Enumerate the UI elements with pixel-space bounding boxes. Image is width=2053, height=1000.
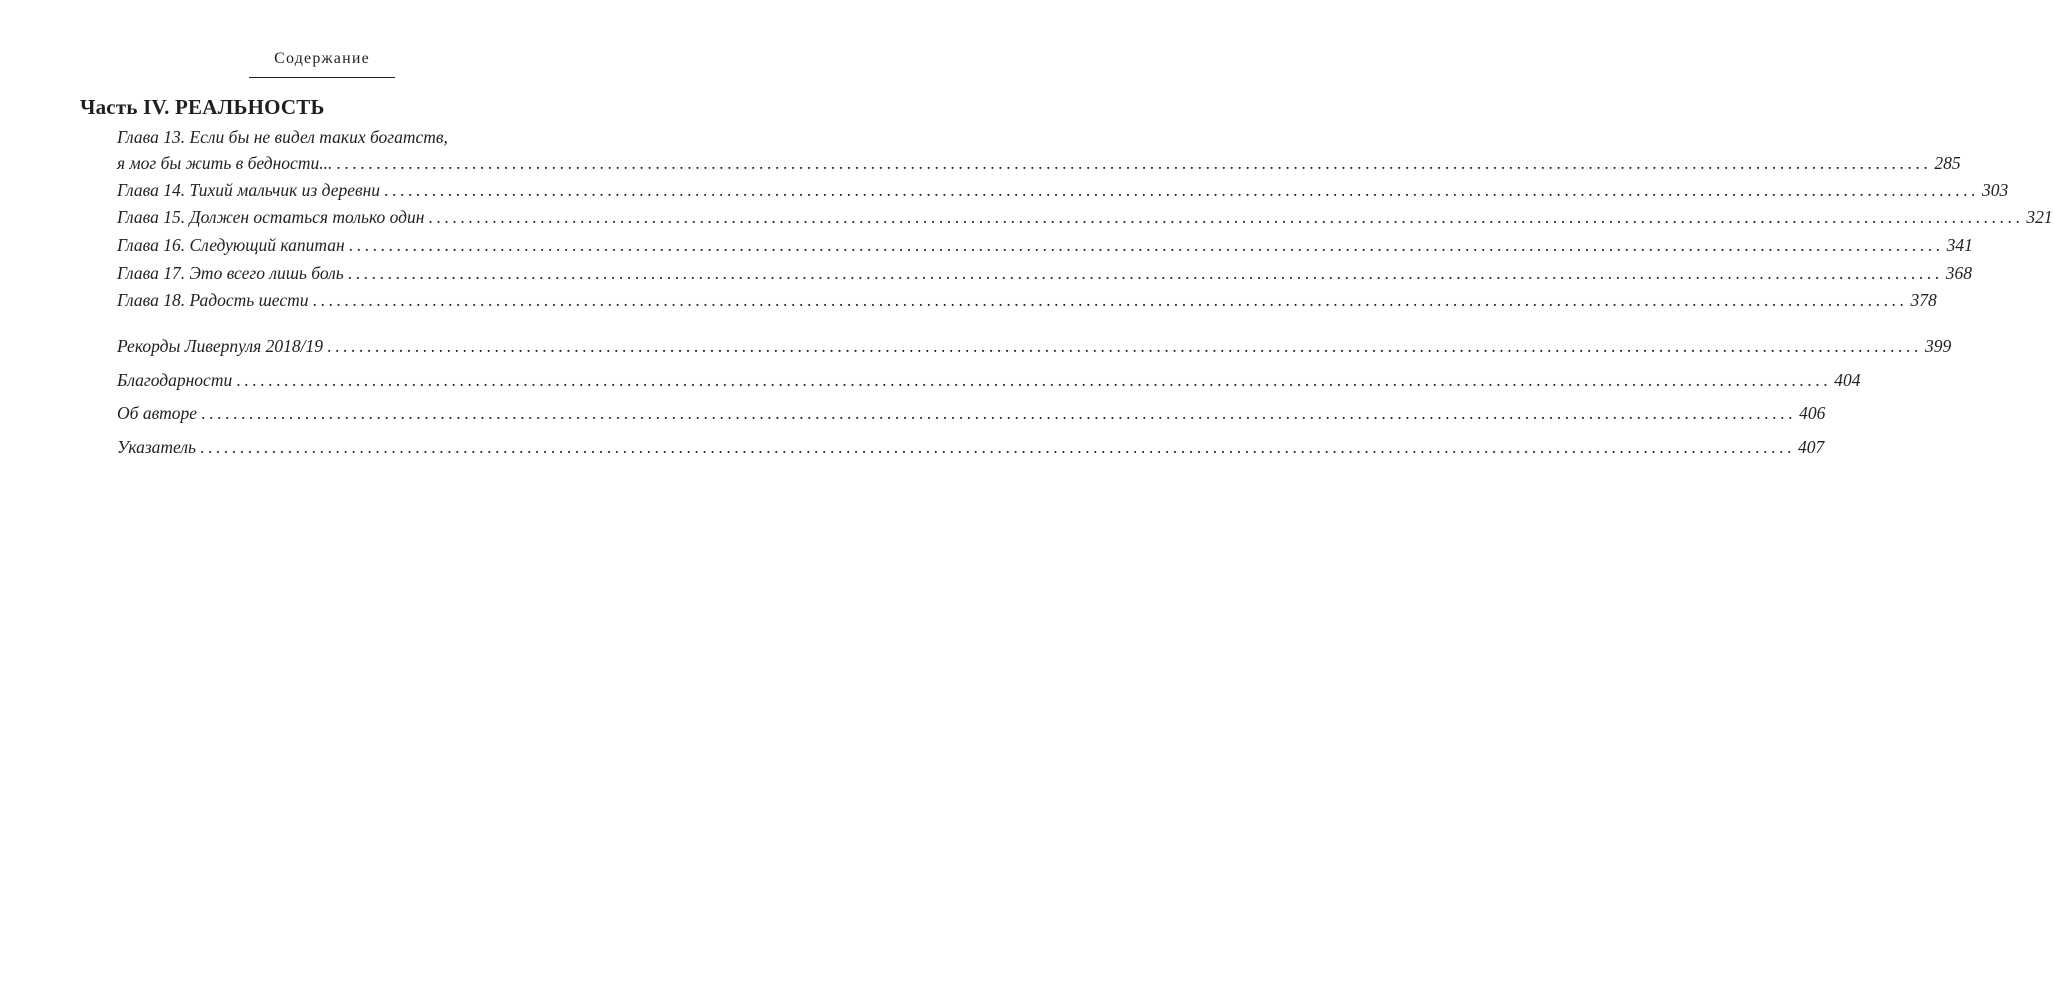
toc-entry-acknowledgements[interactable] xyxy=(117,370,1861,391)
toc-entry-title: Благодарности xyxy=(117,370,233,390)
toc-entry-title: Глава 14. Тихий мальчик из деревни xyxy=(117,180,381,200)
toc-entry-title-line1: Глава 13. Если бы не видел таких богатств, xyxy=(117,127,448,147)
toc-entry-chapter-14[interactable] xyxy=(117,180,2009,201)
toc-entry-title: Об авторе xyxy=(117,403,198,423)
toc-entry-chapter-18[interactable] xyxy=(117,290,1937,311)
toc-entry-about-author[interactable] xyxy=(117,403,1826,424)
toc-page-number: 285 xyxy=(1934,153,1961,173)
running-head: Содержание xyxy=(274,50,370,67)
toc-page-number: 378 xyxy=(1910,290,1937,310)
toc-entry-index[interactable] xyxy=(117,437,1825,458)
toc-entry-title-line2: я мог бы жить в бедности... xyxy=(117,153,333,173)
toc-entry-title: Глава 16. Следующий капитан xyxy=(117,235,345,255)
running-head-rule xyxy=(249,77,395,78)
toc-entry-title: Указатель xyxy=(117,437,196,457)
dot-leader: ........................................................................................................................................................................................................ xyxy=(347,263,1943,283)
toc-page-number: 399 xyxy=(1924,336,1952,356)
dot-leader: ........................................................................................................................................................................................................ xyxy=(326,336,1922,356)
dot-leader: ........................................................................................................................................................................................................ xyxy=(201,403,1797,423)
toc-entry-chapter-17[interactable] xyxy=(117,263,1972,284)
toc-page-number: 407 xyxy=(1797,437,1825,457)
toc-page-number: 341 xyxy=(1946,235,1973,255)
toc-entry-title: Рекорды Ливерпуля 2018/19 xyxy=(117,336,323,356)
toc-entry-title: Глава 17. Это всего лишь боль xyxy=(117,263,344,283)
dot-leader: ........................................................................................................................................................................................................ xyxy=(428,207,2024,227)
toc-page-number: 368 xyxy=(1945,263,1972,283)
toc-page-number: 406 xyxy=(1799,403,1826,423)
toc-entry-chapter-15[interactable] xyxy=(117,207,2053,228)
dot-leader: ........................................................................................................................................................................................................ xyxy=(312,290,1908,310)
toc-entry-title: Глава 18. Радость шести xyxy=(117,290,309,310)
dot-leader: ........................................................................................................................................................................................................ xyxy=(336,153,1932,173)
toc-page-number: 321 xyxy=(2026,207,2053,227)
toc-entry-line2 xyxy=(117,153,1961,174)
dot-leader: ........................................................................................................................................................................................................ xyxy=(236,370,1832,390)
toc-page-number: 404 xyxy=(1834,370,1861,390)
part-title: Часть IV. РЕАЛЬНОСТЬ xyxy=(80,95,325,119)
dot-leader: ........................................................................................................................................................................................................ xyxy=(384,180,1980,200)
dot-leader: ........................................................................................................................................................................................................ xyxy=(199,437,1795,457)
toc-page-number: 303 xyxy=(1982,180,2009,200)
toc-entry-records[interactable] xyxy=(117,336,1952,357)
dot-leader: ........................................................................................................................................................................................................ xyxy=(348,235,1944,255)
toc-entry-title: Глава 15. Должен остаться только один xyxy=(117,207,425,227)
toc-entry-chapter-16[interactable] xyxy=(117,235,1973,256)
